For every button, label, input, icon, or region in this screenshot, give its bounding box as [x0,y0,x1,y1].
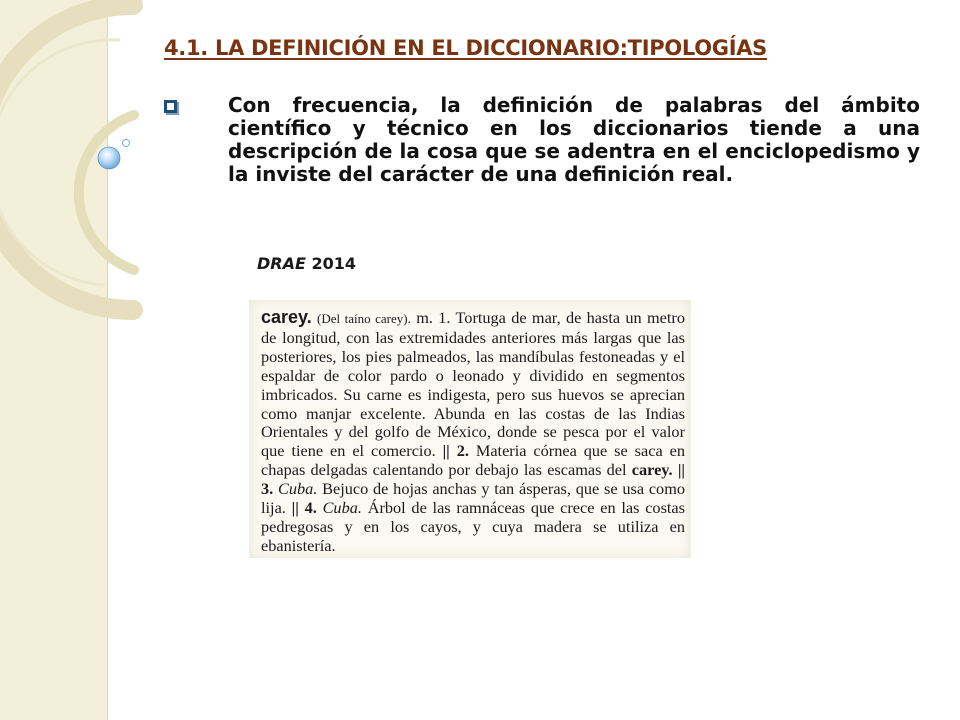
deco-orb-small [123,140,130,147]
sense2-text: Materia córnea que se saca en chapas delgadas calentando por debajo las escamas del [261,441,685,480]
bullet-text: Con frecuencia, la definición de palabras del ámbito científico y técnico en los diccionarios tiende a una descripción de la cosa que se adentra en el enciclopedismo y la inviste del carácter de una definición real. [228,93,920,186]
dictionary-entry-scan [249,300,691,558]
source-label [257,254,356,273]
square-bullet-icon [164,100,177,113]
dictionary-entry [261,308,685,556]
sense4-region: Cuba. [322,498,362,518]
source-year: 2014 [311,254,357,273]
slide-title: 4.1. LA DEFINICIÓN EN EL DICCIONARIO:TIPOLOGÍAS [164,36,767,60]
entry-etymology: (Del taíno carey). [317,311,411,326]
bullet-point [164,94,920,186]
sense4-text: Árbol de las ramnáceas que crece en las costas pedregosas y en los cayos, y cuya madera se utiliza en ebanistería. [261,498,685,555]
sense3-label: || 3. [261,460,685,499]
sense4-label: || 4. [291,498,317,518]
sense1-text: Tortuga de mar, de hasta un metro de longitud, con las extremidades anteriores más largas que las posteriores, los pies palmeados, las mandíbulas festoneadas y el espaldar de color pardo o leonado y dividido en segmentos imbricados. Su carne es indigesta, pero sus huevos se aprecian como manjar excelente. Abunda en las costas de las Indias Orientales y del golfo de México, donde se pesca por el valor que tiene en el comercio. [261,308,685,461]
sense3-region: Cuba. [278,479,318,499]
source-name: DRAE [257,254,306,273]
sense2-label: || 2. [442,441,469,461]
entry-headword: carey. [261,307,312,327]
sense3-text: Bejuco de hojas anchas y tan ásperas, que se usa como lija. [261,479,685,518]
side-panel [0,0,108,720]
sense1-label: m. 1. [416,308,451,327]
sense2-ref: carey. [631,460,673,480]
